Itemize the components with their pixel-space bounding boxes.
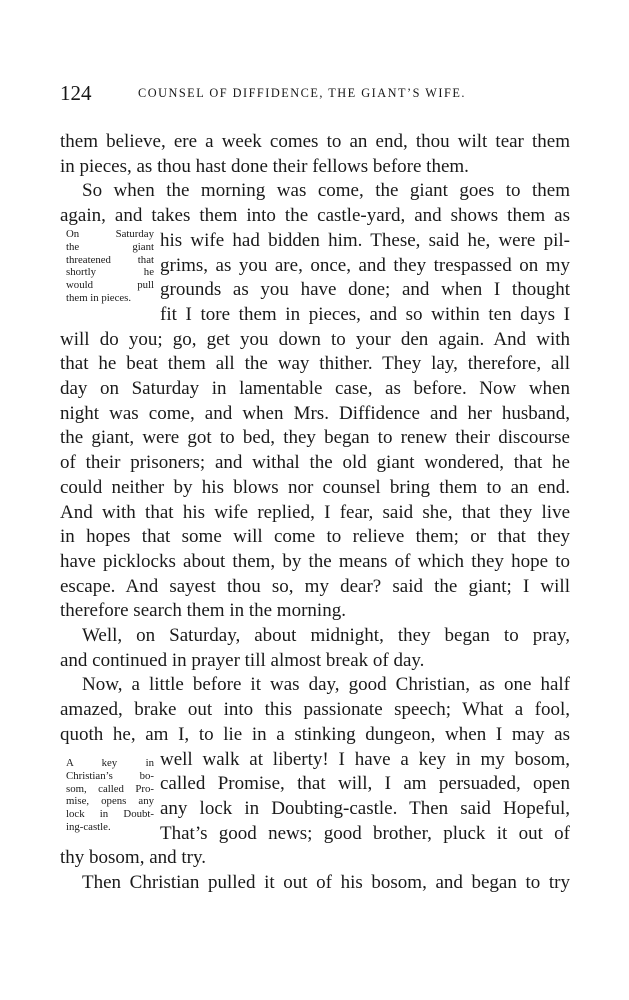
margin-note-line: shortly he <box>66 266 154 279</box>
text-line: So when the morning was come, the giant goes to them <box>82 180 570 202</box>
text-line: Well, on Saturday, about midnight, they began to pray, <box>82 625 570 646</box>
margin-note <box>66 228 154 305</box>
text-line: day on Saturday in lamentable case, as before. Now when <box>60 378 570 399</box>
text-line: any lock in Doubting-castle. Then said Hopeful, <box>160 797 570 819</box>
margin-note-line: som, called Pro- <box>66 782 154 795</box>
margin-note-line: Christian’s bo- <box>66 769 154 782</box>
text-line: grims, as you are, once, and they trespassed on my <box>160 254 570 276</box>
text-line: Now, a little before it was day, good Christian, as one half <box>82 674 570 696</box>
text-line: of their prisoners; and withal the old giant wondered, that he <box>60 452 570 474</box>
text-line: will do you; go, get you down to your den again. And with <box>60 328 570 350</box>
text-line: again, and takes them into the castle-yard, and shows them as <box>60 205 570 227</box>
margin-note-line: lock in Doubt- <box>66 808 154 821</box>
margin-note-line: A key in <box>66 757 154 769</box>
text-line: grounds as you have done; and when I thought <box>160 279 570 301</box>
margin-note-line: mise, opens any <box>66 795 154 808</box>
text-line: his wife had bidden him. These, said he, were pil- <box>160 229 570 251</box>
margin-note-line: threatened that <box>66 253 154 266</box>
margin-note-line: the giant <box>66 240 154 253</box>
text-line: have picklocks about them, by the means of which they hope to <box>60 550 570 572</box>
text-line: That’s good news; good brother, pluck it out of <box>160 822 570 844</box>
page-header <box>60 76 570 110</box>
text-line: Then Christian pulled it out of his bosom, and began to try <box>82 872 570 893</box>
text-line: called Promise, that will, I am persuaded, open <box>160 773 570 795</box>
text-line: could neither by his blows nor counsel bring them to an end. <box>60 476 570 498</box>
text-line: well walk at liberty! I have a key in my bosom, <box>160 748 570 770</box>
running-title: COUNSEL OF DIFFIDENCE, THE GIANT’S WIFE. <box>138 86 466 100</box>
text-line: in pieces, as thou hast done their fellows before them. <box>60 155 469 177</box>
text-line: the giant, were got to bed, they began to renew their discourse <box>60 427 570 449</box>
page-number: 124 <box>60 81 92 105</box>
text-line: And with that his wife replied, I fear, said she, that they live <box>60 501 570 523</box>
margin-note <box>66 757 154 834</box>
text-line: quoth he, am I, to lie in a stinking dungeon, when I may as <box>60 723 570 745</box>
text-line: thy bosom, and try. <box>60 847 207 869</box>
text-line: in hopes that some will come to relieve them; or that they <box>60 526 570 548</box>
text-line: and continued in prayer till almost break of day. <box>60 649 425 671</box>
text-line: therefore search them in the morning. <box>60 600 346 622</box>
text-line: night was come, and when Mrs. Diffidence and her husband, <box>60 402 570 424</box>
text-line: amazed, brake out into this passionate speech; What a fool, <box>60 699 570 721</box>
text-line: that he beat them all the way thither. They lay, therefore, all <box>60 353 570 375</box>
text-line: them believe, ere a week comes to an end, thou wilt tear them <box>60 131 570 152</box>
margin-note-line: On Saturday <box>66 228 154 240</box>
text-line: escape. And sayest thou so, my dear? said the giant; I will <box>60 575 570 597</box>
margin-note-line: would pull <box>66 279 154 292</box>
margin-note-line: them in pieces. <box>66 291 132 304</box>
text-line: fit I tore them in pieces, and so within ten days I <box>160 303 570 325</box>
margin-note-line: ing-castle. <box>66 820 111 833</box>
